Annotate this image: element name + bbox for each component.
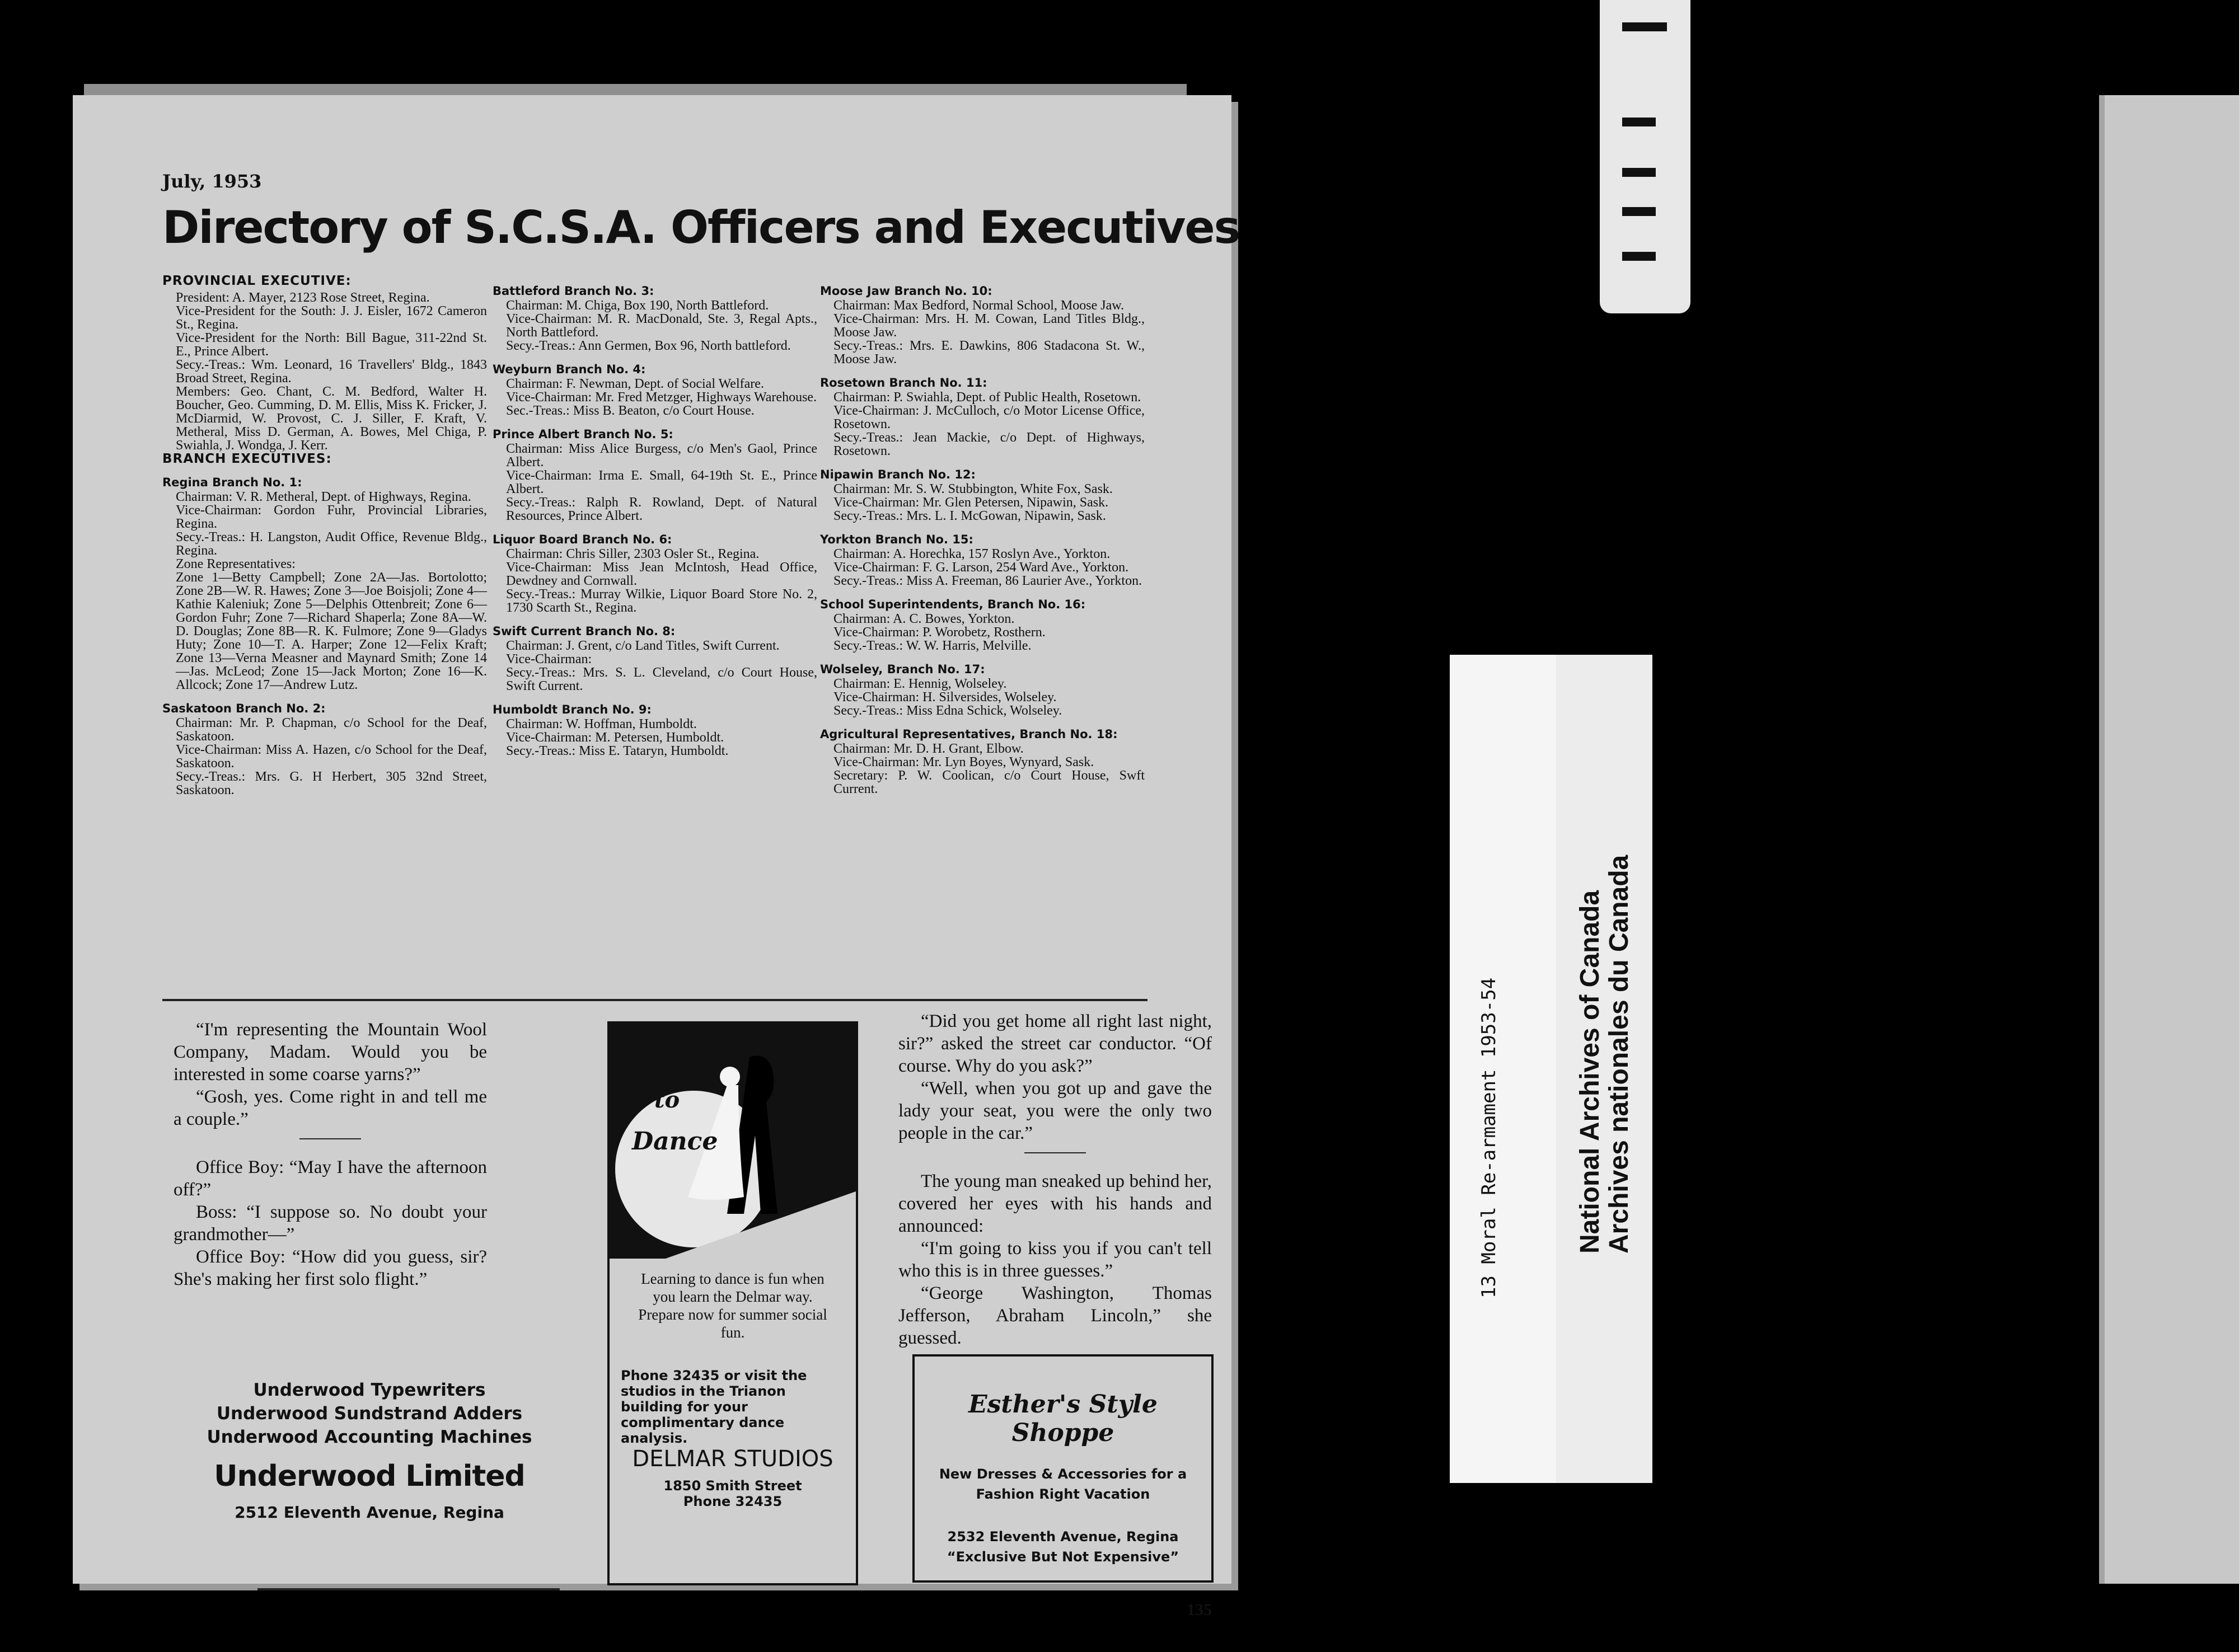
delmar-studios-ad (607, 1021, 858, 1585)
jokes-left-column (174, 1019, 487, 1290)
issue-date: July, 1953 (162, 171, 262, 192)
directory-entry: Chairman: A. Horechka, 157 Roslyn Ave., Yorkton. (833, 547, 1111, 561)
directory-entry: Chairman: J. Grent, c/o Land Titles, Swift Current. (506, 639, 780, 653)
directory-heading: School Superintendents, Branch No. 16: (820, 598, 1086, 611)
directory-heading: Swift Current Branch No. 8: (493, 625, 676, 638)
directory-entry: Secy.-Treas.: H. Langston, Audit Office, Revenue Bldg., Regina. (176, 530, 487, 558)
directory-entry: Secy.-Treas.: Miss E. Tataryn, Humboldt. (506, 744, 729, 758)
directory-heading: Yorkton Branch No. 15: (820, 533, 973, 546)
joke-paragraph: Office Boy: “May I have the afternoon off?” (174, 1157, 487, 1200)
directory-entry: Secy.-Treas.: Wm. Leonard, 16 Travellers' Bldg., 1843 Broad Street, Regina. (176, 358, 487, 386)
joke-paragraph: “Did you get home all right last night, sir?” asked the street car conductor. “Of course. Why do you ask?” (898, 1011, 1212, 1076)
delmar-body-text: Learning to dance is fun when you learn the Delmar way. Prepare now for summer social fun. (638, 1270, 827, 1341)
esther-tagline-2: Fashion Right Vacation (976, 1486, 1150, 1502)
directory-columns (162, 274, 1147, 946)
esther-address: 2532 Eleventh Avenue, Regina (947, 1529, 1179, 1545)
joke-separator (1024, 1152, 1086, 1153)
film-frame-tab (1600, 0, 1690, 313)
directory-entry: Secy.-Treas.: Mrs. S. L. Cleveland, c/o Court House, Swift Current. (506, 665, 817, 693)
page-title: Directory of S.C.S.A. Officers and Executives (162, 201, 1240, 254)
directory-entry: Vice-Chairman: Miss A. Hazen, c/o School for the Deaf, Saskatoon. (176, 743, 487, 771)
directory-entry: Secy.-Treas.: Miss Edna Schick, Wolseley. (833, 703, 1062, 718)
directory-entry: Vice-Chairman: P. Worobetz, Rosthern. (833, 625, 1046, 640)
learn-text: Learn (629, 1046, 709, 1074)
directory-column-3 (820, 274, 1145, 796)
directory-entry: Vice-Chairman: H. Silversides, Wolseley. (833, 690, 1057, 705)
directory-entry: Sec.-Treas.: Miss B. Beaton, c/o Court House. (506, 403, 755, 418)
joke-paragraph: Office Boy: “How did you guess, sir? She's making her first solo flight.” (174, 1247, 487, 1289)
directory-entry: Vice-President for the South: J. J. Eisler, 1672 Cameron St., Regina. (176, 304, 487, 332)
directory-heading: Moose Jaw Branch No. 10: (820, 284, 992, 298)
page-number: 135 (1187, 1601, 1212, 1619)
joke-paragraph: Boss: “I suppose so. No doubt your grandmother—” (174, 1202, 487, 1245)
directory-entry: Vice-Chairman: Miss Jean McIntosh, Head Office, Dewdney and Cornwall. (506, 560, 817, 588)
directory-heading: Nipawin Branch No. 12: (820, 468, 976, 481)
directory-heading: Prince Albert Branch No. 5: (493, 428, 673, 441)
directory-heading: Wolseley, Branch No. 17: (820, 663, 985, 676)
archive-slip-label: 13 Moral Re-armament 1953-54 (1478, 977, 1500, 1298)
directory-entry: Secy.-Treas.: Mrs. E. Dawkins, 806 Stadacona St. W., Moose Jaw. (833, 339, 1145, 367)
directory-entry: Chairman: Max Bedford, Normal School, Moose Jaw. (833, 298, 1125, 313)
directory-entry: Secretary: P. W. Coolican, c/o Court House, Swft Current. (833, 768, 1145, 796)
delmar-address: 1850 Smith Street (663, 1478, 802, 1494)
underwood-ad (174, 1377, 565, 1525)
esthers-style-shoppe-ad (912, 1354, 1214, 1583)
dancing-couple-illustration (610, 1024, 856, 1259)
joke-paragraph: “I'm going to kiss you if you can't tell who this is in three guesses.” (898, 1238, 1212, 1281)
directory-entry: Vice-Chairman: M. R. MacDonald, Ste. 3, Regal Apts., North Battleford. (506, 312, 817, 340)
magazine-page (73, 95, 1240, 1619)
underwood-line-2: Underwood Sundstrand Adders (216, 1404, 523, 1424)
directory-entry: Vice-Chairman: Mr. Fred Metzger, Highways Warehouse. (506, 390, 817, 405)
adjacent-page-edge (2099, 95, 2239, 1584)
esther-tagline-1: New Dresses & Accessories for a (939, 1466, 1187, 1482)
directory-entry: Secy.-Treas.: Ralph R. Rowland, Dept. of Natural Resources, Prince Albert. (506, 495, 817, 523)
directory-entry: Secy.-Treas.: Murray Wilkie, Liquor Board Store No. 2, 1730 Scarth St., Regina. (506, 587, 817, 615)
esther-tagline (915, 1464, 1211, 1504)
dance-text: Dance (632, 1127, 718, 1156)
directory-entry: Secy.-Treas.: Mrs. L. I. McGowan, Nipawin, Sask. (833, 509, 1106, 523)
directory-entry: Vice-Chairman: (506, 652, 592, 667)
directory-entry: Chairman: Mr. P. Chapman, c/o School for the Deaf, Saskatoon. (176, 716, 487, 744)
directory-entry: Secy.-Treas.: Ann Germen, Box 96, North battleford. (506, 339, 791, 353)
directory-heading: PROVINCIAL EXECUTIVE: (162, 274, 352, 288)
directory-column-1 (162, 274, 487, 797)
directory-heading: Humboldt Branch No. 9: (493, 703, 652, 716)
esther-name: Esther's Style Shoppe (968, 1390, 1158, 1447)
directory-entry: Chairman: W. Hoffman, Humboldt. (506, 717, 697, 731)
joke-paragraph: “George Washington, Thomas Jefferson, Abraham Lincoln,” she guessed. (898, 1283, 1212, 1348)
delmar-address-block (610, 1478, 856, 1509)
directory-entry: Vice-Chairman: Mr. Glen Petersen, Nipawin, Sask. (833, 495, 1109, 510)
directory-entry: Chairman: Mr. S. W. Stubbington, White Fox, Sask. (833, 482, 1113, 496)
directory-heading: Liquor Board Branch No. 6: (493, 533, 672, 546)
directory-heading: Rosetown Branch No. 11: (820, 376, 987, 389)
archive-name-fr: Archives nationales du Canada (1604, 855, 1634, 1254)
directory-entry: Vice-Chairman: Gordon Fuhr, Provincial Libraries, Regina. (176, 503, 487, 531)
directory-entry: Chairman: F. Newman, Dept. of Social Welfare. (506, 377, 764, 391)
underwood-line-3: Underwood Accounting Machines (207, 1427, 532, 1447)
directory-entry: Chairman: E. Hennig, Wolseley. (833, 677, 1007, 691)
directory-entry: Chairman: V. R. Metheral, Dept. of Highways, Regina. (176, 490, 471, 504)
directory-entry: Members: Geo. Chant, C. M. Bedford, Walter H. Boucher, Geo. Cumming, D. M. Ellis, Miss K. Fricker, J. McDiarmid, W. Provost, C. J. Siller, F. Kraft, V. Metheral, Miss D. German, A. Bowes, Mel Chiga, P. Swiahla, J. Wondga, J. Kerr. (176, 384, 487, 453)
directory-heading: Agricultural Representatives, Branch No. 18: (820, 728, 1118, 741)
underwood-line-1: Underwood Typewriters (253, 1380, 486, 1400)
directory-column-2 (493, 274, 817, 758)
directory-entry: Secy.-Treas.: W. W. Harris, Melville. (833, 639, 1032, 653)
directory-entry: Chairman: M. Chiga, Box 190, North Battleford. (506, 298, 769, 313)
directory-entry: Vice-Chairman: Mr. Lyn Boyes, Wynyard, Sask. (833, 755, 1094, 769)
archive-slip-label-strip (1450, 655, 1556, 1483)
directory-heading: Regina Branch No. 1: (162, 476, 302, 489)
directory-entry: Chairman: Mr. D. H. Grant, Elbow. (833, 741, 1024, 756)
joke-paragraph: The young man sneaked up behind her, covered her eyes with his hands and announced: (898, 1171, 1212, 1236)
directory-entry: Vice-Chairman: Irma E. Small, 64-19th St. E., Prince Albert. (506, 468, 817, 496)
joke-separator (299, 1138, 361, 1139)
directory-entry: Secy.-Treas.: Mrs. G. H Herbert, 305 32nd Street, Saskatoon. (176, 769, 487, 797)
directory-entry: Chairman: A. C. Bowes, Yorkton. (833, 612, 1015, 626)
delmar-phone: Phone 32435 (683, 1494, 783, 1509)
directory-entry: Vice-Chairman: Mrs. H. M. Cowan, Land Titles Bldg., Moose Jaw. (833, 312, 1145, 340)
esther-address-block (915, 1527, 1211, 1567)
directory-heading: Battleford Branch No. 3: (493, 284, 654, 298)
joke-paragraph: “Well, when you got up and gave the lady your seat, you were the only two people in the car.” (898, 1078, 1212, 1143)
directory-entry: Vice-Chairman: J. McCulloch, c/o Motor License Office, Rosetown. (833, 403, 1145, 431)
directory-entry: Vice-Chairman: M. Petersen, Humboldt. (506, 730, 724, 745)
jokes-right-column (898, 1010, 1212, 1349)
underwood-name: Underwood Limited (214, 1459, 525, 1493)
directory-heading: BRANCH EXECUTIVES: (162, 452, 332, 466)
esther-slogan: “Exclusive But Not Expensive” (947, 1549, 1179, 1565)
directory-entry: Chairman: Chris Siller, 2303 Osler St., Regina. (506, 547, 760, 561)
directory-entry: Secy.-Treas.: Miss A. Freeman, 86 Laurier Ave., Yorkton. (833, 574, 1142, 588)
archive-name (1576, 855, 1634, 1254)
directory-entry: Zone Representatives: (176, 557, 296, 571)
underwood-rule (257, 1588, 560, 1590)
directory-heading: Weyburn Branch No. 4: (493, 363, 646, 376)
directory-entry: President: A. Mayer, 2123 Rose Street, Regina. (176, 290, 430, 305)
section-divider (162, 999, 1147, 1001)
underwood-address: 2512 Eleventh Avenue, Regina (235, 1503, 504, 1522)
directory-entry: Vice-President for the North: Bill Bague, 311-22nd St. E., Prince Albert. (176, 331, 487, 359)
directory-entry: Chairman: P. Swiahla, Dept. of Public Health, Rosetown. (833, 390, 1141, 405)
directory-entry: Vice-Chairman: F. G. Larson, 254 Ward Ave., Yorkton. (833, 560, 1129, 575)
delmar-name: DELMAR STUDIOS (632, 1446, 833, 1472)
directory-entry: Zone 1—Betty Campbell; Zone 2A—Jas. Bortolotto; Zone 2B—W. R. Hawes; Zone 3—Joe Boisjoli; Zone 4—Kathie Kaleniuk; Zone 5—Delphis Ottenbreit; Zone 6—Gordon Fuhr; Zone 7—Richard Shaperla; Zone 8A—W. D. Douglas; Zone 8B—R. K. Fulmore; Zone 9—Gladys Huty; Zone 10—T. A. Harper; Zone 12—Felix Kraft; Zone 13—Verna Measner and Maynard Smith; Zone 14—Jas. McLeod; Zone 15—Jack Morton; Zone 16—K. Allcock; Zone 17—Andrew Lutz. (176, 570, 487, 692)
joke-paragraph: “I'm representing the Mountain Wool Company, Madam. Would you be interested in some coarse yarns?” (174, 1020, 487, 1085)
directory-entry: Secy.-Treas.: Jean Mackie, c/o Dept. of Highways, Rosetown. (833, 430, 1145, 458)
archive-name-en: National Archives of Canada (1575, 890, 1605, 1254)
directory-entry: Chairman: Miss Alice Burgess, c/o Men's Gaol, Prince Albert. (506, 442, 817, 470)
joke-paragraph: “Gosh, yes. Come right in and tell me a couple.” (174, 1087, 487, 1129)
delmar-phone-text: Phone 32435 or visit the studios in the Trianon building for your complimentary dance analysis. (621, 1368, 807, 1446)
directory-heading: Saskatoon Branch No. 2: (162, 702, 326, 715)
to-text: to (654, 1087, 680, 1113)
